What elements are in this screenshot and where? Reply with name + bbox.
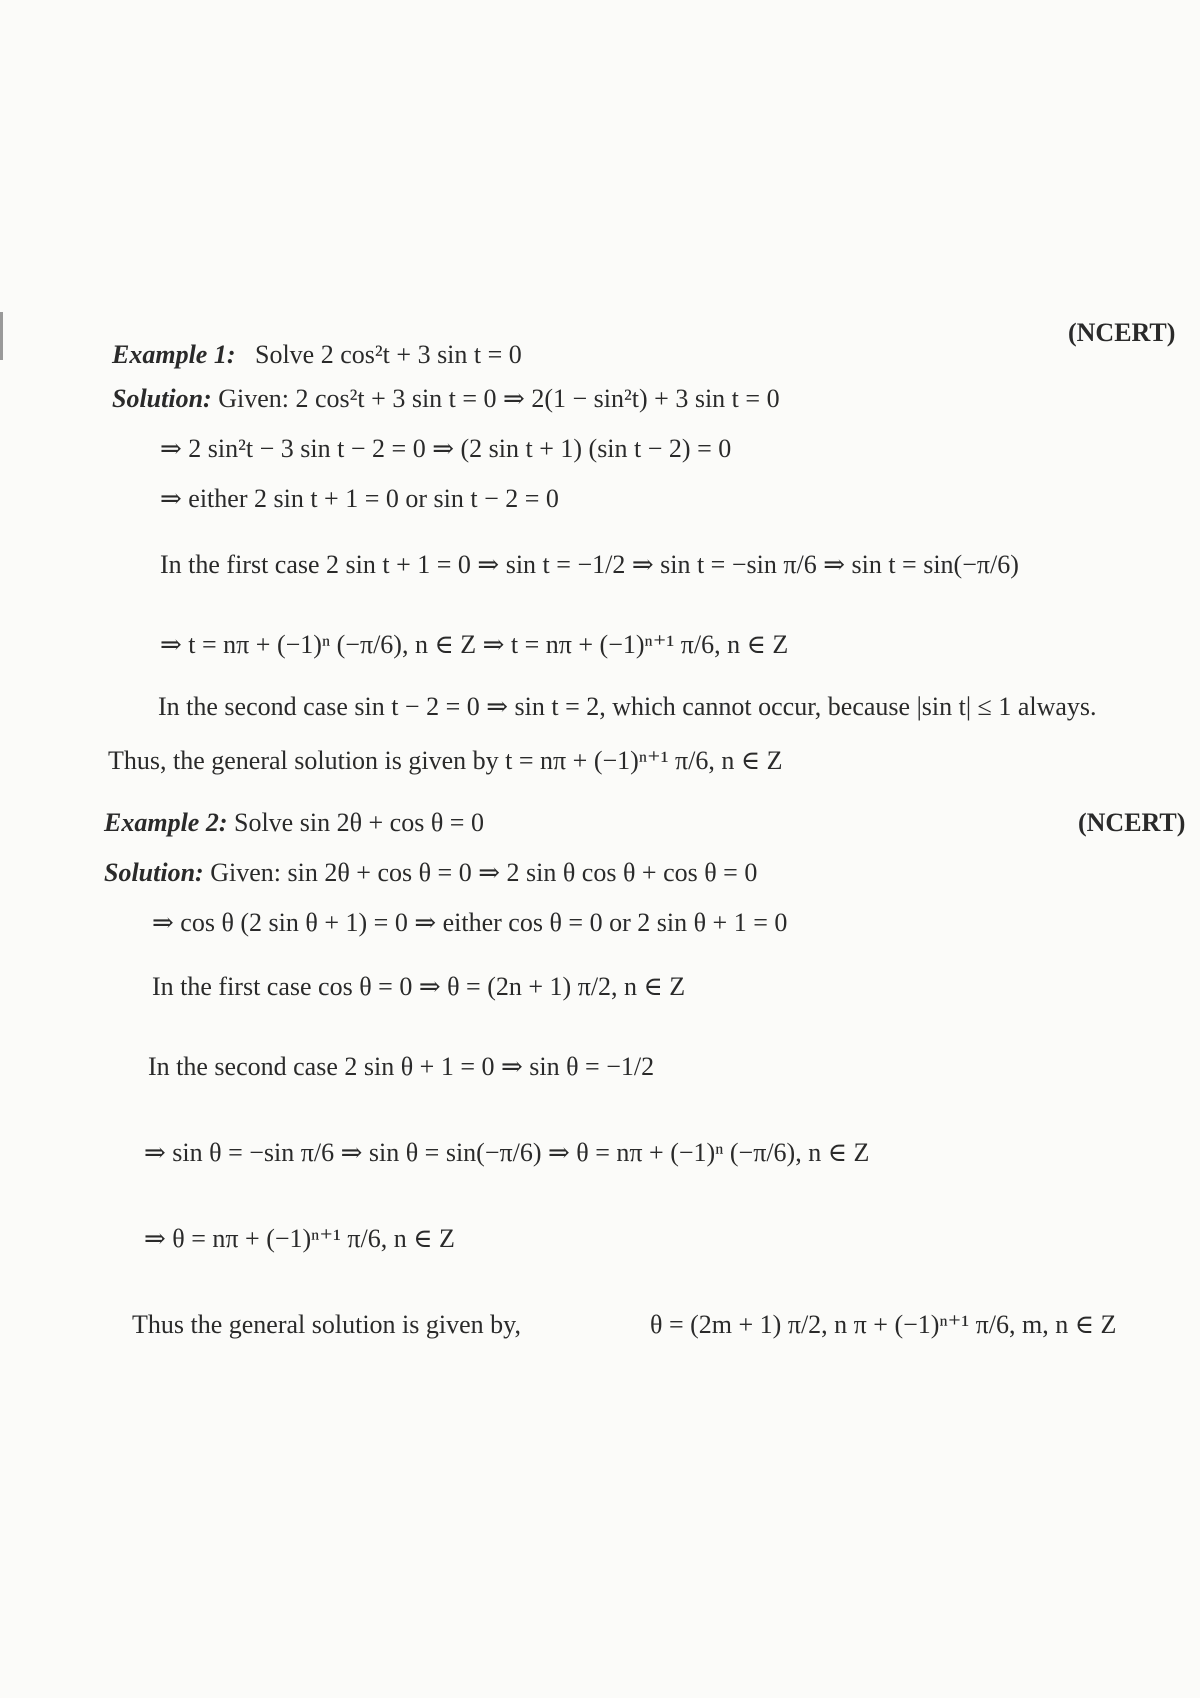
example2-solution-line — [104, 856, 757, 890]
example2-line-3: In the first case cos θ = 0 ⇒ θ = (2n + 1) π/2, n ∈ Z — [152, 972, 686, 1001]
example2-solution-label: Solution: — [104, 858, 204, 887]
example1-line-1: Given: 2 cos²t + 3 sin t = 0 ⇒ 2(1 − sin²t) + 3 sin t = 0 — [218, 384, 780, 413]
example2-line-5: ⇒ sin θ = −sin π/6 ⇒ sin θ = sin(−π/6) ⇒ θ = nπ + (−1)ⁿ (−π/6), n ∈ Z — [144, 1138, 870, 1167]
example1-label: Example 1: — [112, 340, 236, 369]
example2-conclusion-formula: θ = (2m + 1) π/2, n π + (−1)ⁿ⁺¹ π/6, m, n ∈ Z — [650, 1310, 1117, 1339]
example2-line-4: In the second case 2 sin θ + 1 = 0 ⇒ sin θ = −1/2 — [148, 1052, 655, 1081]
example1-question: Solve 2 cos²t + 3 sin t = 0 — [255, 340, 522, 369]
example1-heading — [112, 338, 522, 372]
example2-heading — [104, 806, 484, 840]
source-tag-ncert-2: (NCERT) — [1078, 808, 1186, 837]
example2-label: Example 2: — [104, 808, 228, 837]
source-tag-ncert-1: (NCERT) — [1068, 318, 1176, 347]
example1-solution-line — [112, 382, 780, 416]
scan-edge-mark — [0, 312, 3, 360]
example1-line-6: In the second case sin t − 2 = 0 ⇒ sin t = 2, which cannot occur, because |sin t| ≤ 1 always. — [158, 692, 1097, 721]
example2-line-6: ⇒ θ = nπ + (−1)ⁿ⁺¹ π/6, n ∈ Z — [144, 1224, 455, 1253]
example2-conclusion-label: Thus the general solution is given by, — [132, 1310, 521, 1339]
example1-line-2: ⇒ 2 sin²t − 3 sin t − 2 = 0 ⇒ (2 sin t + 1) (sin t − 2) = 0 — [160, 434, 732, 463]
example2-line-2: ⇒ cos θ (2 sin θ + 1) = 0 ⇒ either cos θ = 0 or 2 sin θ + 1 = 0 — [152, 908, 788, 937]
example1-line-4: In the first case 2 sin t + 1 = 0 ⇒ sin t = −1/2 ⇒ sin t = −sin π/6 ⇒ sin t = sin(−π/6) — [160, 550, 1019, 579]
example2-question: Solve sin 2θ + cos θ = 0 — [234, 808, 484, 837]
example1-conclusion: Thus, the general solution is given by t = nπ + (−1)ⁿ⁺¹ π/6, n ∈ Z — [108, 746, 783, 775]
example1-solution-label: Solution: — [112, 384, 212, 413]
example1-line-5: ⇒ t = nπ + (−1)ⁿ (−π/6), n ∈ Z ⇒ t = nπ + (−1)ⁿ⁺¹ π/6, n ∈ Z — [160, 630, 789, 659]
example2-line-1: Given: sin 2θ + cos θ = 0 ⇒ 2 sin θ cos θ + cos θ = 0 — [210, 858, 758, 887]
example1-line-3: ⇒ either 2 sin t + 1 = 0 or sin t − 2 = 0 — [160, 484, 559, 513]
